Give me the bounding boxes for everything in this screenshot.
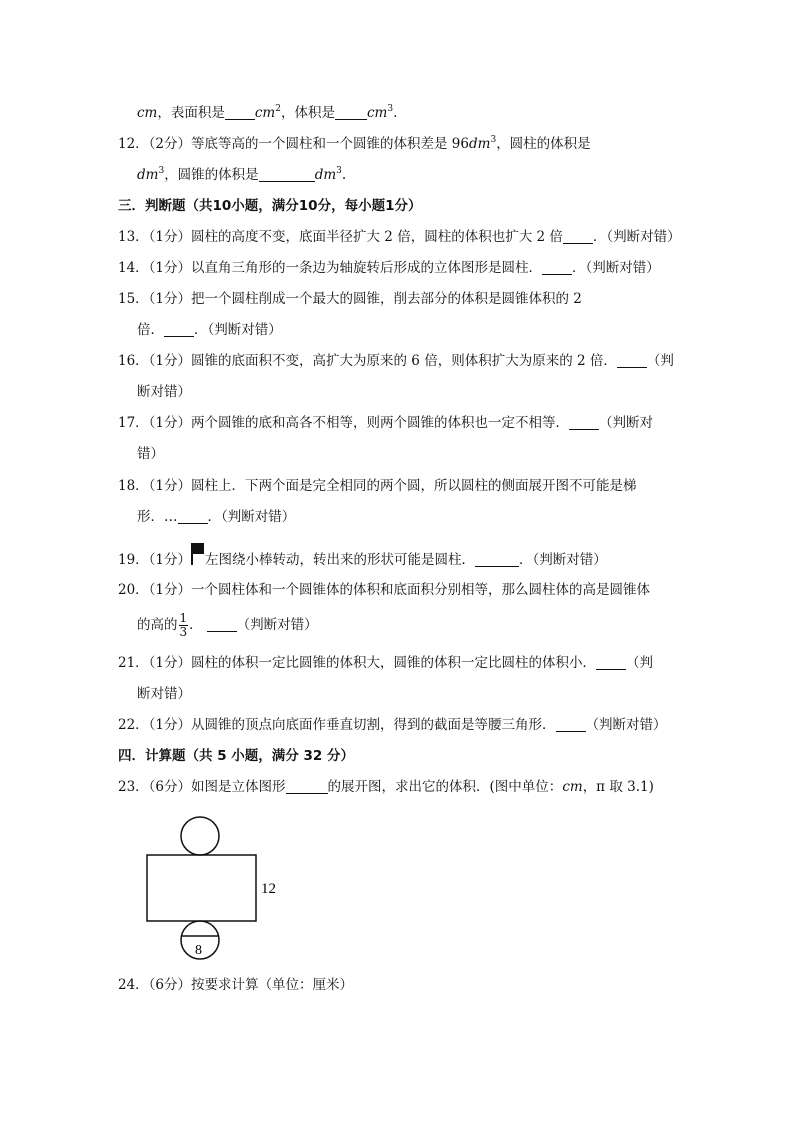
question-24: 24．（6分）按要求计算（单位：厘米） <box>118 977 354 993</box>
question-15: 15．（1分）把一个圆柱削成一个最大的圆锥，削去部分的体积是圆锥体积的 2 <box>118 291 582 307</box>
answer-blank[interactable] <box>542 260 572 275</box>
answer-blank[interactable] <box>569 415 599 430</box>
question-12: 12．（2分）等底等高的一个圆柱和一个圆锥的体积差是 $96dm^3$，圆柱的体积是 <box>118 135 591 152</box>
answer-blank[interactable] <box>259 167 315 182</box>
section-4-heading: 四．计算题（共 5 小题，满分 32 分） <box>118 748 354 764</box>
answer-blank[interactable] <box>164 322 194 337</box>
question-21-line2: 断对错） <box>137 686 191 702</box>
question-20-line2: 的高的 $\frac{1}{3}$ ． （判断对错） <box>137 611 318 639</box>
answer-blank[interactable] <box>596 655 626 670</box>
question-22: 22．（1分）从圆锥的顶点向底面作垂直切割，得到的截面是等腰三角形． （判断对错） <box>118 717 667 733</box>
answer-blank[interactable] <box>335 105 367 120</box>
question-17-line2: 错） <box>137 446 164 462</box>
question-20: 20．（1分）一个圆柱体和一个圆锥体的体积和底面积分别相等，那么圆柱体的高是圆锥体 <box>118 582 651 598</box>
answer-blank[interactable] <box>563 229 593 244</box>
lateral-rectangle <box>147 855 256 921</box>
answer-blank[interactable] <box>475 552 519 567</box>
answer-blank[interactable] <box>207 617 237 632</box>
answer-blank[interactable] <box>225 105 255 120</box>
question-19: 19．（1分） 左图绕小棒转动，转出来的形状可能是圆柱． ．（判断对错） <box>118 549 607 570</box>
flag-on-stick-icon <box>191 549 203 567</box>
question-15-line2: 倍． ．（判断对错） <box>137 322 282 338</box>
question-16-line2: 断对错） <box>137 384 191 400</box>
height-label: 12 <box>261 881 276 897</box>
answer-blank[interactable] <box>617 353 647 368</box>
question-13: 13．（1分）圆柱的高度不变，底面半径扩大 2 倍，圆柱的体积也扩大 2 倍 ．（判断对错） <box>118 229 681 245</box>
top-circle <box>181 817 219 855</box>
fraction-one-third: $\frac{1}{3}$ <box>179 611 188 639</box>
q11-tail: cm，表面积是 $cm^2$，体积是 $cm^3$. <box>137 104 398 121</box>
diameter-label: 8 <box>195 943 202 958</box>
answer-blank[interactable] <box>556 717 586 732</box>
question-21: 21．（1分）圆柱的体积一定比圆锥的体积大，圆锥的体积一定比圆柱的体积小． （判 <box>118 655 654 671</box>
question-16: 16．（1分）圆锥的底面积不变，高扩大为原来的 6 倍，则体积扩大为原来的 2 倍． （判 <box>118 353 674 369</box>
cylinder-net-figure <box>140 812 310 962</box>
question-23: 23．（6分）如图是立体图形 的展开图，求出它的体积．(图中单位：cm，π 取 3.1) <box>118 779 654 795</box>
question-14: 14．（1分）以直角三角形的一条边为轴旋转后形成的立体图形是圆柱． ．（判断对错） <box>118 260 660 276</box>
section-3-heading: 三．判断题（共10小题，满分10分，每小题1分） <box>118 198 422 214</box>
answer-blank[interactable] <box>286 779 328 794</box>
question-12-line2: $dm^3$，圆锥的体积是 $dm^3$. <box>137 166 347 183</box>
question-18-line2: 形．… ．（判断对错） <box>137 509 296 525</box>
question-18: 18．（1分）圆柱上．下两个面是完全相同的两个圆，所以圆柱的侧面展开图不可能是梯 <box>118 478 637 494</box>
answer-blank[interactable] <box>178 509 208 524</box>
question-17: 17．（1分）两个圆锥的底和高各不相等，则两个圆锥的体积也一定不相等． （判断对 <box>118 415 654 431</box>
